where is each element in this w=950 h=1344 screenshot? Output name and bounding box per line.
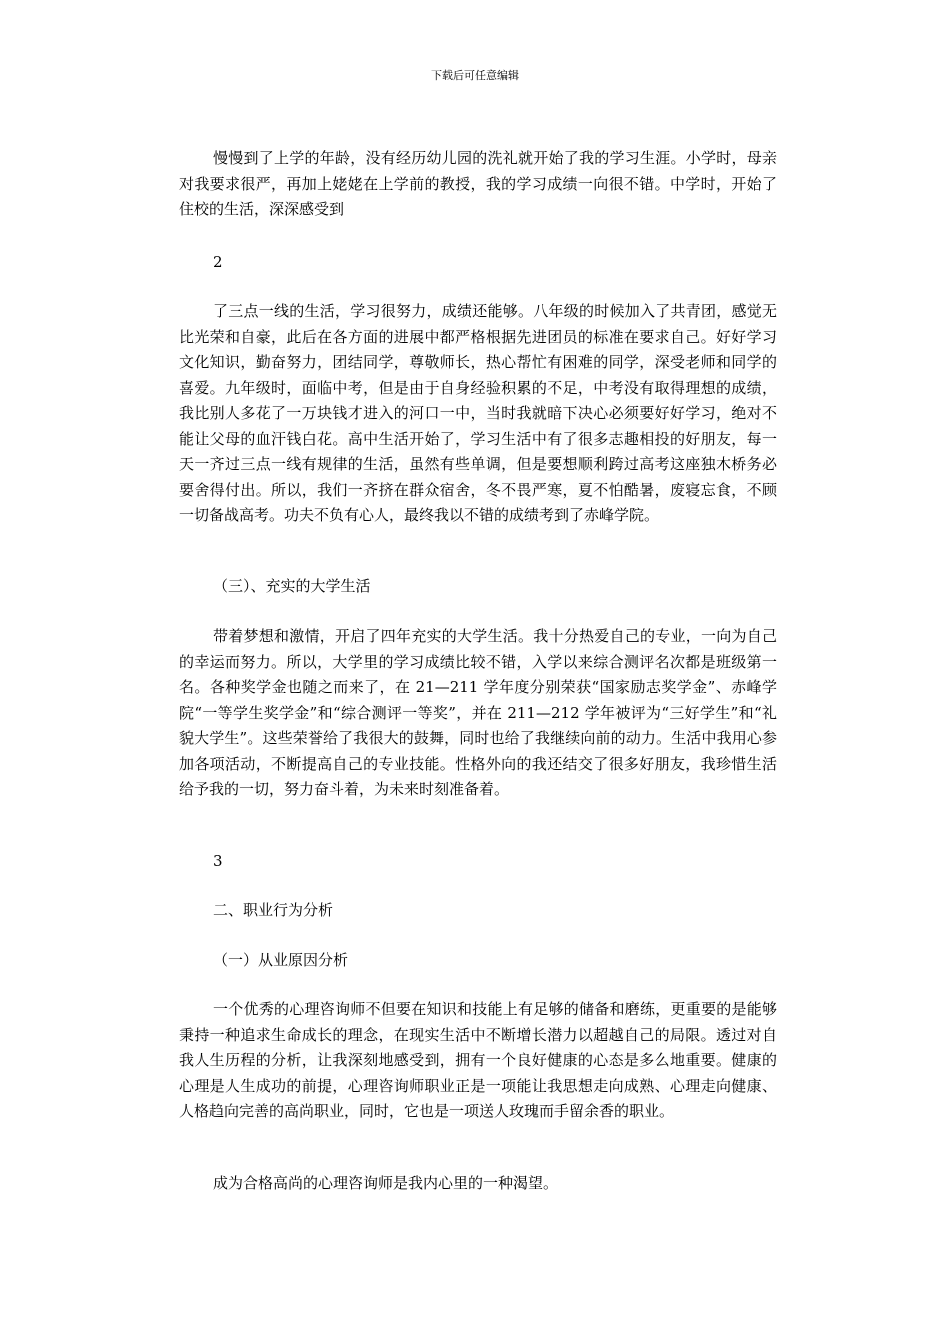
paragraph-university: 带着梦想和激情，开启了四年充实的大学生活。我十分热爱自己的专业，一向为自己的幸运而努力。所以，大学里的学习成绩比较不错，入学以来综合测评名次都是班级第一名。各种奖学金也随之而来了，在 21—211 学年度分别荣获“国家励志奖学金”、赤峰学院“一等学生奖学金”和“综合测评一等奖”，并在 211—212 学年被评为“三好学生”和“礼貌大学生”。这些荣誉给了我很大的鼓舞，同时也给了我继续向前的动力。生活中我用心参加各项活动，不断提高自己的专业技能。性格外向的我还结交了很多好朋友，我珍惜生活给予我的一切，努力奋斗着，为未来时刻准备着。 bbox=[179, 627, 777, 798]
paragraph-childhood: 慢慢到了上学的年龄，没有经历幼儿园的洗礼就开始了我的学习生涯。小学时，母亲对我要求很严，再加上姥姥在上学前的教授，我的学习成绩一向很不错。中学时，开始了住校的生活，深深感受到 bbox=[179, 149, 777, 218]
paragraph-middle-high-school: 了三点一线的生活，学习很努力，成绩还能够。八年级的时候加入了共青团，感觉无比光荣和自豪，此后在各方面的进展中都严格根据先进团员的标准在要求自己。好好学习文化知识，勤奋努力，团结同学，尊敬师长，热心帮忙有困难的同学，深受老师和同学的喜爱。九年级时，面临中考，但是由于自身经验积累的不足，中考没有取得理想的成绩，我比别人多花了一万块钱才进入的河口一中，当时我就暗下决心必须要好好学习，绝对不能让父母的血汗钱白花。高中生活开始了，学习生活中有了很多志趣相投的好朋友，每一天一齐过三点一线有规律的生活，虽然有些单调，但是要想顺利跨过高考这座独木桥务必要舍得付出。所以，我们一齐挤在群众宿舍，冬不畏严寒，夏不怕酷暑，废寝忘食，不顾一切备战高考。功夫不负有心人，最终我以不错的成绩考到了赤峰学院。 bbox=[179, 302, 777, 524]
section-heading-career-behavior: 二、职业行为分析 bbox=[213, 901, 334, 919]
page-number: 3 bbox=[213, 852, 223, 870]
subsection-heading-career-reasons: （一）从业原因分析 bbox=[213, 951, 349, 969]
section-heading-university-life: （三）、充实的大学生活 bbox=[213, 577, 371, 595]
header-note: 下载后可任意编辑 bbox=[431, 69, 519, 82]
page-number: 2 bbox=[213, 253, 223, 271]
paragraph-career-reasons: 一个优秀的心理咨询师不但要在知识和技能上有足够的储备和磨练，更重要的是能够秉持一种追求生命成长的理念，在现实生活中不断增长潜力以超越自己的局限。透过对自我人生历程的分析，让我深刻地感受到，拥有一个良好健康的心态是多么地重要。健康的心理是人生成功的前提，心理咨询师职业正是一项能让我思想走向成熟、心理走向健康、人格趋向完善的高尚职业，同时，它也是一项送人玫瑰而手留余香的职业。 bbox=[179, 1000, 777, 1120]
paragraph-aspiration: 成为合格高尚的心理咨询师是我内心里的一种渴望。 bbox=[213, 1174, 559, 1192]
